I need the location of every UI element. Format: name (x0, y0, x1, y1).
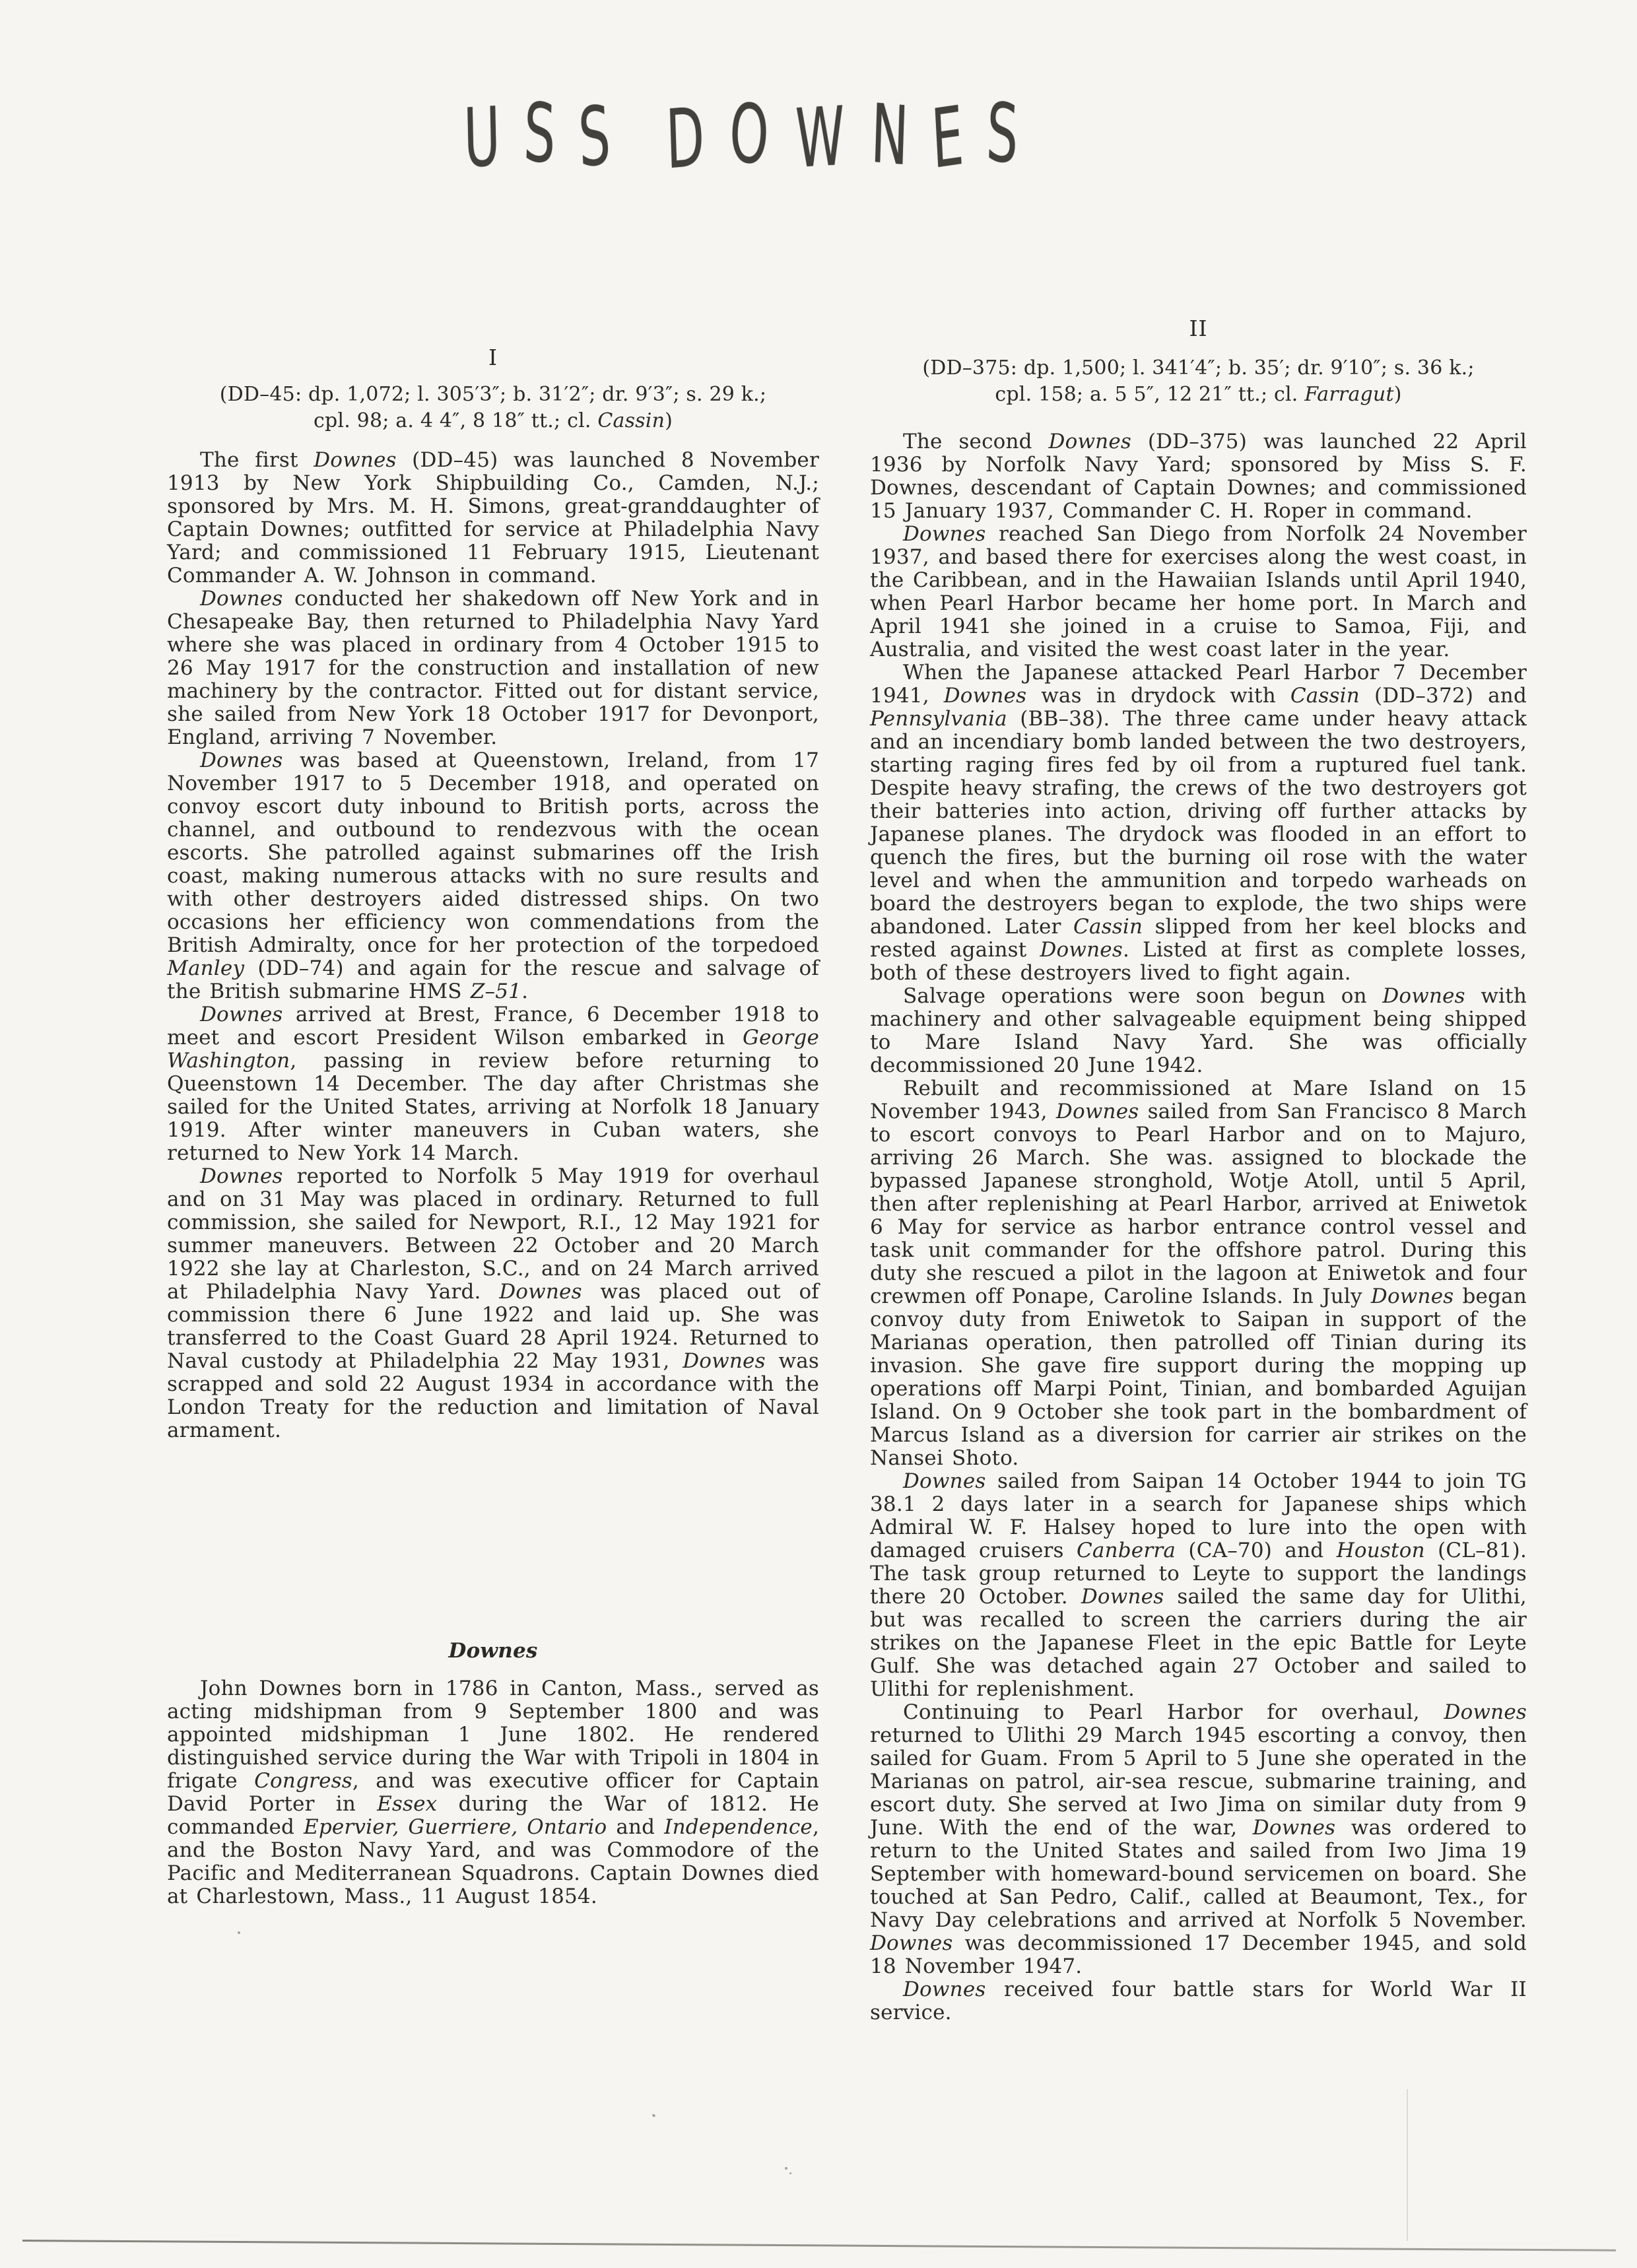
scan-speck (238, 1931, 240, 1934)
ship-stats-dd45: (DD–45: dp. 1,072; l. 305′3″; b. 31′2″; dr. 9′3″; s. 29 k.; cpl. 98; a. 4 4″, 8 18″ tt.; cl. Cassin) (219, 383, 767, 432)
paragraph: Continuing to Pearl Harbor for overhaul, Downes returned to Ulithi 29 March 1945 escorting a convoy, then sailed for Guam. From 5 April to 5 June she operated in the Marianas on patrol, air-sea rescue, submarine training, and escort duty. She served at Iwo Jima on similar duty from 9 June. With the end of the war, Downes was ordered to return to the United States and sailed from Iwo Jima 19 September with homeward-bound servicemen on board. She touched at San Pedro, Calif., called at Beaumont, Tex., for Navy Day celebrations and arrived at Norfolk 5 November. Downes was decommissioned 17 December 1945, and sold 18 November 1947. (870, 1700, 1527, 1978)
paragraph: Rebuilt and recommissioned at Mare Island on 15 November 1943, Downes sailed from San Francisco 8 March to escort convoys to Pearl Harbor and on to Majuro, arriving 26 March. She was. assigned to blockade the bypassed Japanese stronghold, Wotje Atoll, until 5 April, then after replenishing at Pearl Harbor, arrived at Eniwetok 6 May for service as harbor entrance control vessel and task unit commander for the offshore patrol. During this duty she rescued a pilot in the lagoon at Eniwetok and four crewmen off Ponape, Caroline Islands. In July Downes began convoy duty from Eniwetok to Saipan in support of the Marianas operation, then patrolled off Tinian during its invasion. She gave fire support during the mopping up operations off Marpi Point, Tinian, and bombarded Aguijan Island. On 9 October she took part in the bombardment of Marcus Island as a diversion for carrier air strikes on the Nansei Shoto. (870, 1077, 1527, 1470)
paragraph: When the Japanese attacked Pearl Harbor 7 December 1941, Downes was in drydock with Cassin (DD–372) and Pennsylvania (BB–38). The three came under heavy attack and an incendiary bomb landed between the two destroyers, starting raging fires fed by oil from a ruptured fuel tank. Despite heavy strafing, the crews of the two destroyers got their batteries into action, driving off further attacks by Japanese planes. The drydock was flooded in an effort to quench the fires, but the burning oil rose with the water level and when the ammunition and torpedo warheads on board the destroyers began to explode, the two ships were abandoned. Later Cassin slipped from her keel blocks and rested against Downes. Listed at first as complete losses, both of these destroyers lived to fight again. (870, 661, 1527, 985)
entry-dd45 (167, 345, 819, 1908)
paragraph: Salvage operations were soon begun on Downes with machinery and other salvageable equipment being shipped to Mare Island Navy Yard. She was officially decommissioned 20 June 1942. (870, 984, 1527, 1077)
paragraph: John Downes born in 1786 in Canton, Mass., served as acting midshipman from 9 September 1800 and was appointed midshipman 1 June 1802. He rendered distinguished service during the War with Tripoli in 1804 in frigate Congress, and was executive officer for Captain David Porter in Essex during the War of 1812. He commanded Epervier, Guerriere, Ontario and Independence, and the Boston Navy Yard, and was Commodore of the Pacific and Mediterranean Squadrons. Captain Downes died at Charlestown, Mass., 11 August 1854. (167, 1677, 820, 1908)
section-numeral-1: I (488, 345, 498, 370)
section-numeral-2: II (1189, 316, 1208, 341)
paragraph: Downes received four battle stars for World War II service. (870, 1978, 1527, 2024)
paragraph: Downes reported to Norfolk 5 May 1919 for overhaul and on 31 May was placed in ordinary. Returned to full commission, she sailed for Newport, R.I., 12 May 1921 for summer maneuvers. Between 22 October and 20 March 1922 she lay at Charleston, S.C., and on 24 March arrived at Philadelphia Navy Yard. Downes was placed out of commission there 6 June 1922 and laid up. She was transferred to the Coast Guard 28 April 1924. Returned to Naval custody at Philadelphia 22 May 1931, Downes was scrapped and sold 22 August 1934 in accordance with the London Treaty for the reduction and limitation of Naval armament. (167, 1164, 819, 1442)
scan-speck (651, 2114, 655, 2118)
ship-stats-dd375: (DD–375: dp. 1,500; l. 341′4″; b. 35′; dr. 9′10″; s. 36 k.; cpl. 158; a. 5 5″, 12 21″ tt.; cl. Farragut) (922, 356, 1475, 406)
paragraph: Downes reached San Diego from Norfolk 24 November 1937, and based there for exercises along the west coast, in the Caribbean, and in the Hawaiian Islands until April 1940, when Pearl Harbor became her home port. In March and April 1941 she joined in a cruise to Samoa, Fiji, and Australia, and visited the west coast later in the year. (870, 522, 1527, 661)
scan-speck (785, 2167, 787, 2170)
entry-dd375 (870, 316, 1527, 2024)
scan-edge-line (22, 2240, 1616, 2251)
paragraph: Downes conducted her shakedown off New York and in Chesapeake Bay, then returned to Philadelphia Navy Yard where she was placed in ordinary from 4 October 1915 to 26 May 1917 for the construction and installation of new machinery by the contractor. Fitted out for distant service, she sailed from New York 18 October 1917 for Devonport, England, arriving 7 November. (167, 587, 819, 749)
biography-heading: Downes (448, 1639, 538, 1663)
scan-speck (789, 2172, 791, 2174)
page-title: U S S D O W N E S (463, 84, 1020, 187)
scan-crease-line (1407, 2089, 1408, 2241)
paragraph: Downes arrived at Brest, France, 6 December 1918 to meet and escort President Wilson embarked in George Washington, passing in review before returning to Queenstown 14 December. The day after Christmas she sailed for the United States, arriving at Norfolk 18 January 1919. After winter maneuvers in Cuban waters, she returned to New York 14 March. (167, 1003, 819, 1165)
paragraph: Downes sailed from Saipan 14 October 1944 to join TG 38.1 2 days later in a search for Japanese ships which Admiral W. F. Halsey hoped to lure into the open with damaged cruisers Canberra (CA–70) and Houston (CL–81). The task group returned to Leyte to support the landings there 20 October. Downes sailed the same day for Ulithi, but was recalled to screen the carriers during the air strikes on the Japanese Fleet in the epic Battle for Leyte Gulf. She was detached again 27 October and sailed to Ulithi for replenishment. (870, 1469, 1527, 1701)
paragraph: Downes was based at Queenstown, Ireland, from 17 November 1917 to 5 December 1918, and operated on convoy escort duty inbound to British ports, across the channel, and outbound to rendezvous with the ocean escorts. She patrolled against submarines off the Irish coast, making numerous attacks with no sure results and with other destroyers aided distressed ships. On two occasions her efficiency won commendations from the British Admiralty, once for her protection of the torpedoed Manley (DD–74) and again for the rescue and salvage of the British submarine HMS Z–51. (167, 749, 819, 1003)
paragraph: The second Downes (DD–375) was launched 22 April 1936 by Norfolk Navy Yard; sponsored by Miss S. F. Downes, descendant of Captain Downes; and commissioned 15 January 1937, Commander C. H. Roper in command. (870, 430, 1527, 523)
paragraph: The first Downes (DD–45) was launched 8 November 1913 by New York Shipbuilding Co., Camden, N.J.; sponsored by Mrs. M. H. Simons, great-granddaughter of Captain Downes; outfitted for service at Philadelphia Navy Yard; and commissioned 11 February 1915, Lieutenant Commander A. W. Johnson in command. (167, 448, 819, 587)
